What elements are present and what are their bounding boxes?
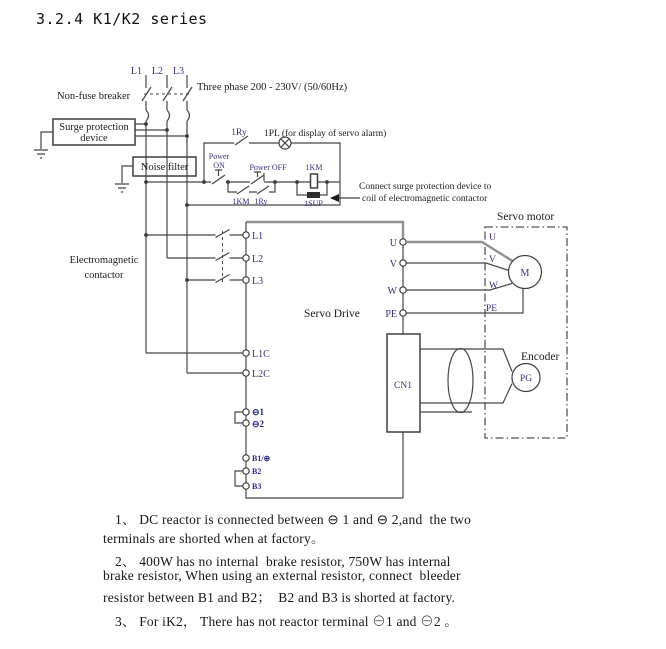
terminal-b1-label: B1/⊕	[252, 454, 271, 463]
holding-branch	[228, 182, 275, 206]
contactor-label-1: Electromagnetic	[69, 255, 139, 266]
three-phase-input	[57, 66, 348, 373]
terminal-u-label: U	[389, 238, 397, 249]
km-coil-label: 1KM	[305, 163, 323, 172]
terminal-v-label: V	[389, 259, 397, 270]
terminal-minus2	[243, 420, 249, 426]
motor-icon	[509, 256, 542, 289]
terminal-v	[400, 260, 406, 266]
holding-ry-label: 1Ry	[254, 197, 268, 206]
terminal-pe	[400, 310, 406, 316]
terminal-l2c-label: L2C	[252, 369, 270, 380]
ground-icon	[115, 166, 133, 192]
terminal-pe-label: PE	[385, 309, 397, 320]
contactor-label-2: contactor	[84, 270, 124, 281]
noise-filter-label: Noise filter	[140, 162, 189, 173]
terminal-l2c	[243, 370, 249, 376]
breaker-label: Non-fuse breaker	[57, 91, 131, 102]
terminal-l2	[243, 255, 249, 261]
supply-label: Three phase 200 - 230V/ (50/60Hz)	[197, 82, 348, 93]
power-on-button-icon	[212, 170, 225, 184]
surge-protection-device	[34, 119, 187, 158]
surge-annotation	[330, 182, 492, 204]
terminal-u	[400, 239, 406, 245]
encoder-pg-label: PG	[519, 374, 533, 384]
terminal-minus2-label: ⊖2	[252, 419, 265, 429]
electromagnetic-contactor	[70, 230, 243, 284]
servo-drive-label: Servo Drive	[304, 308, 360, 320]
motor-pin-u-label: U	[489, 233, 496, 243]
note-1-line-2: terminals are shorted when at factory。	[103, 531, 325, 546]
terminal-b3-label: B3	[252, 482, 262, 491]
reactor-short-link	[235, 412, 243, 423]
encoder-label: Encoder	[521, 351, 560, 363]
note-2-line-3: resistor between B1 and B2； B2 and B3 is shorted at factory.	[103, 590, 456, 605]
terminal-w-label: W	[387, 286, 397, 297]
breaker-icon	[142, 75, 192, 121]
servo-motor-label: Servo motor	[497, 211, 555, 223]
cn1-label: CN1	[394, 381, 412, 391]
terminal-b2-label: B2	[252, 467, 262, 476]
terminal-l1-label: L1	[252, 231, 264, 242]
note-3-line-1: 3、 For iK2， There has not reactor terminal ⊖1 and ⊖2 。	[115, 614, 459, 629]
terminal-b2	[243, 468, 249, 474]
terminal-minus1	[243, 409, 249, 415]
sup-branch	[297, 182, 327, 208]
terminal-b3	[243, 483, 249, 489]
drive-top-edge	[246, 222, 403, 239]
terminal-minus1-label: ⊖1	[252, 407, 265, 417]
phase-lines	[146, 121, 187, 373]
encoder-pg-icon	[512, 364, 540, 392]
km-coil-icon	[311, 174, 318, 188]
holding-km-label: 1KM	[232, 197, 250, 206]
terminal-l3-label: L3	[252, 276, 264, 287]
u-wire	[406, 242, 512, 261]
power-off-button-icon	[251, 172, 264, 184]
terminal-b1	[243, 455, 249, 461]
phase-label-l2: L2	[151, 66, 163, 77]
motor-pin-w-label: W	[489, 281, 498, 291]
servo-motor	[406, 211, 567, 438]
terminal-l3	[243, 277, 249, 283]
phase-label-l3: L3	[172, 66, 184, 77]
motor-m-label: M	[520, 268, 530, 279]
lamp-1pl-label: 1PL (for display of servo alarm)	[264, 129, 387, 139]
terminal-l2-label: L2	[252, 254, 264, 265]
sup-icon	[307, 192, 320, 198]
motor-pin-pe-label: PE	[486, 304, 498, 314]
contactor-contacts-icon	[216, 230, 230, 284]
note-2-line-2: brake resistor, When using an external resistor, connect bleeder	[103, 568, 461, 583]
surge-device-label-2: device	[80, 133, 108, 144]
note-2-line-1: 2、 400W has no internal brake resistor, 750W has internal	[115, 554, 451, 569]
note-1-line-1: 1、 DC reactor is connected between ⊖ 1 and ⊖ 2,and the two	[115, 512, 472, 527]
power-on-label-1: Power	[208, 152, 230, 161]
power-off-label: Power OFF	[249, 163, 287, 172]
encoder-cable	[420, 349, 512, 412]
section-title: 3.2.4 K1/K2 series	[36, 10, 208, 28]
phase-label-l1: L1	[130, 66, 142, 77]
sup-label: 1SUP	[304, 199, 323, 208]
motor-pin-v-label: V	[489, 255, 496, 265]
surge-annotation-line1: Connect surge protection device to	[359, 182, 492, 192]
ground-icon	[34, 132, 53, 158]
terminal-l1c-label: L1C	[252, 349, 270, 360]
terminal-w	[400, 287, 406, 293]
power-on-label-2: ON	[213, 161, 225, 170]
relay-1ry-label: 1Ry	[231, 128, 247, 138]
encoder	[420, 349, 559, 413]
arrow-left-icon	[330, 194, 339, 202]
control-circuit	[146, 128, 492, 208]
terminal-l1c	[243, 350, 249, 356]
surge-device-label-1: Surge protection	[59, 122, 129, 133]
brake-short-link	[235, 471, 243, 486]
terminal-l1	[243, 232, 249, 238]
surge-annotation-line2: coil of electromagnetic contactor	[362, 194, 488, 204]
noise-filter	[115, 157, 196, 192]
